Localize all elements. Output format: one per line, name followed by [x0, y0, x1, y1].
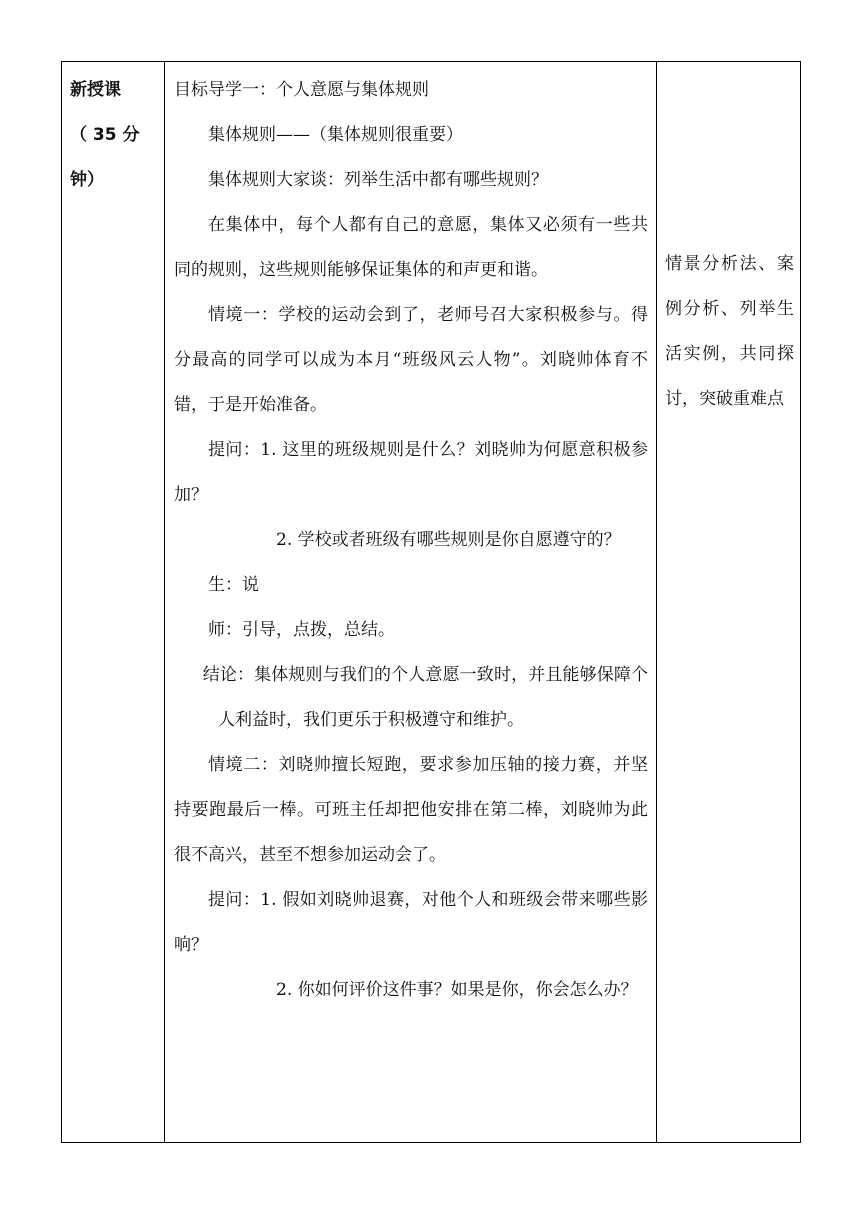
scenario-paragraph: 情境二：刘晓帅擅长短跑，要求参加压轴的接力赛，并坚持要跑最后一棒。可班主任却把他安排在第二棒，刘晓帅为此很不高兴，甚至不想参加运动会了。	[174, 755, 648, 865]
method-text: 情景分析法、案例分析、列举生活实例，共同探讨，突破重难点	[665, 254, 794, 409]
period-label-line: 钟）	[70, 170, 104, 190]
period-cell	[62, 62, 165, 1143]
lesson-table	[61, 61, 801, 1143]
period-label-line: （ 35 分	[70, 125, 140, 145]
question-paragraph: 提问：1. 假如刘晓帅退赛，对他个人和班级会带来哪些影响？	[174, 890, 648, 955]
content-cell	[165, 62, 657, 1143]
question-paragraph: 2. 你如何评价这件事？如果是你，你会怎么办？	[276, 980, 638, 1000]
scenario-paragraph: 情境一：学校的运动会到了，老师号召大家积极参与。得分最高的同学可以成为本月“班级风云人物”。刘晓帅体育不错，于是开始准备。	[174, 305, 648, 415]
teaching-content	[165, 62, 656, 1013]
conclusion-paragraph: 结论：集体规则与我们的个人意愿一致时，并且能够保障个人利益时，我们更乐于积极遵守和维护。	[202, 665, 648, 730]
period-label-line: 新授课	[70, 80, 121, 100]
content-paragraph: 集体规则大家谈：列举生活中都有哪些规则？	[208, 170, 548, 190]
method-cell	[657, 62, 801, 1143]
teacher-line: 师：引导，点拨，总结。	[208, 620, 395, 640]
student-line: 生：说	[208, 575, 259, 595]
period-label	[62, 62, 164, 203]
content-paragraph: 集体规则——（集体规则很重要）	[208, 125, 463, 145]
table-row	[62, 62, 801, 1143]
teaching-method	[657, 62, 800, 422]
section-heading: 目标导学一：个人意愿与集体规则	[174, 80, 429, 100]
question-paragraph: 2. 学校或者班级有哪些规则是你自愿遵守的？	[276, 530, 621, 550]
content-paragraph: 在集体中，每个人都有自己的意愿，集体又必须有一些共同的规则，这些规则能够保证集体的和声更和谐。	[174, 215, 648, 280]
question-paragraph: 提问：1. 这里的班级规则是什么？刘晓帅为何愿意积极参加？	[174, 440, 648, 505]
